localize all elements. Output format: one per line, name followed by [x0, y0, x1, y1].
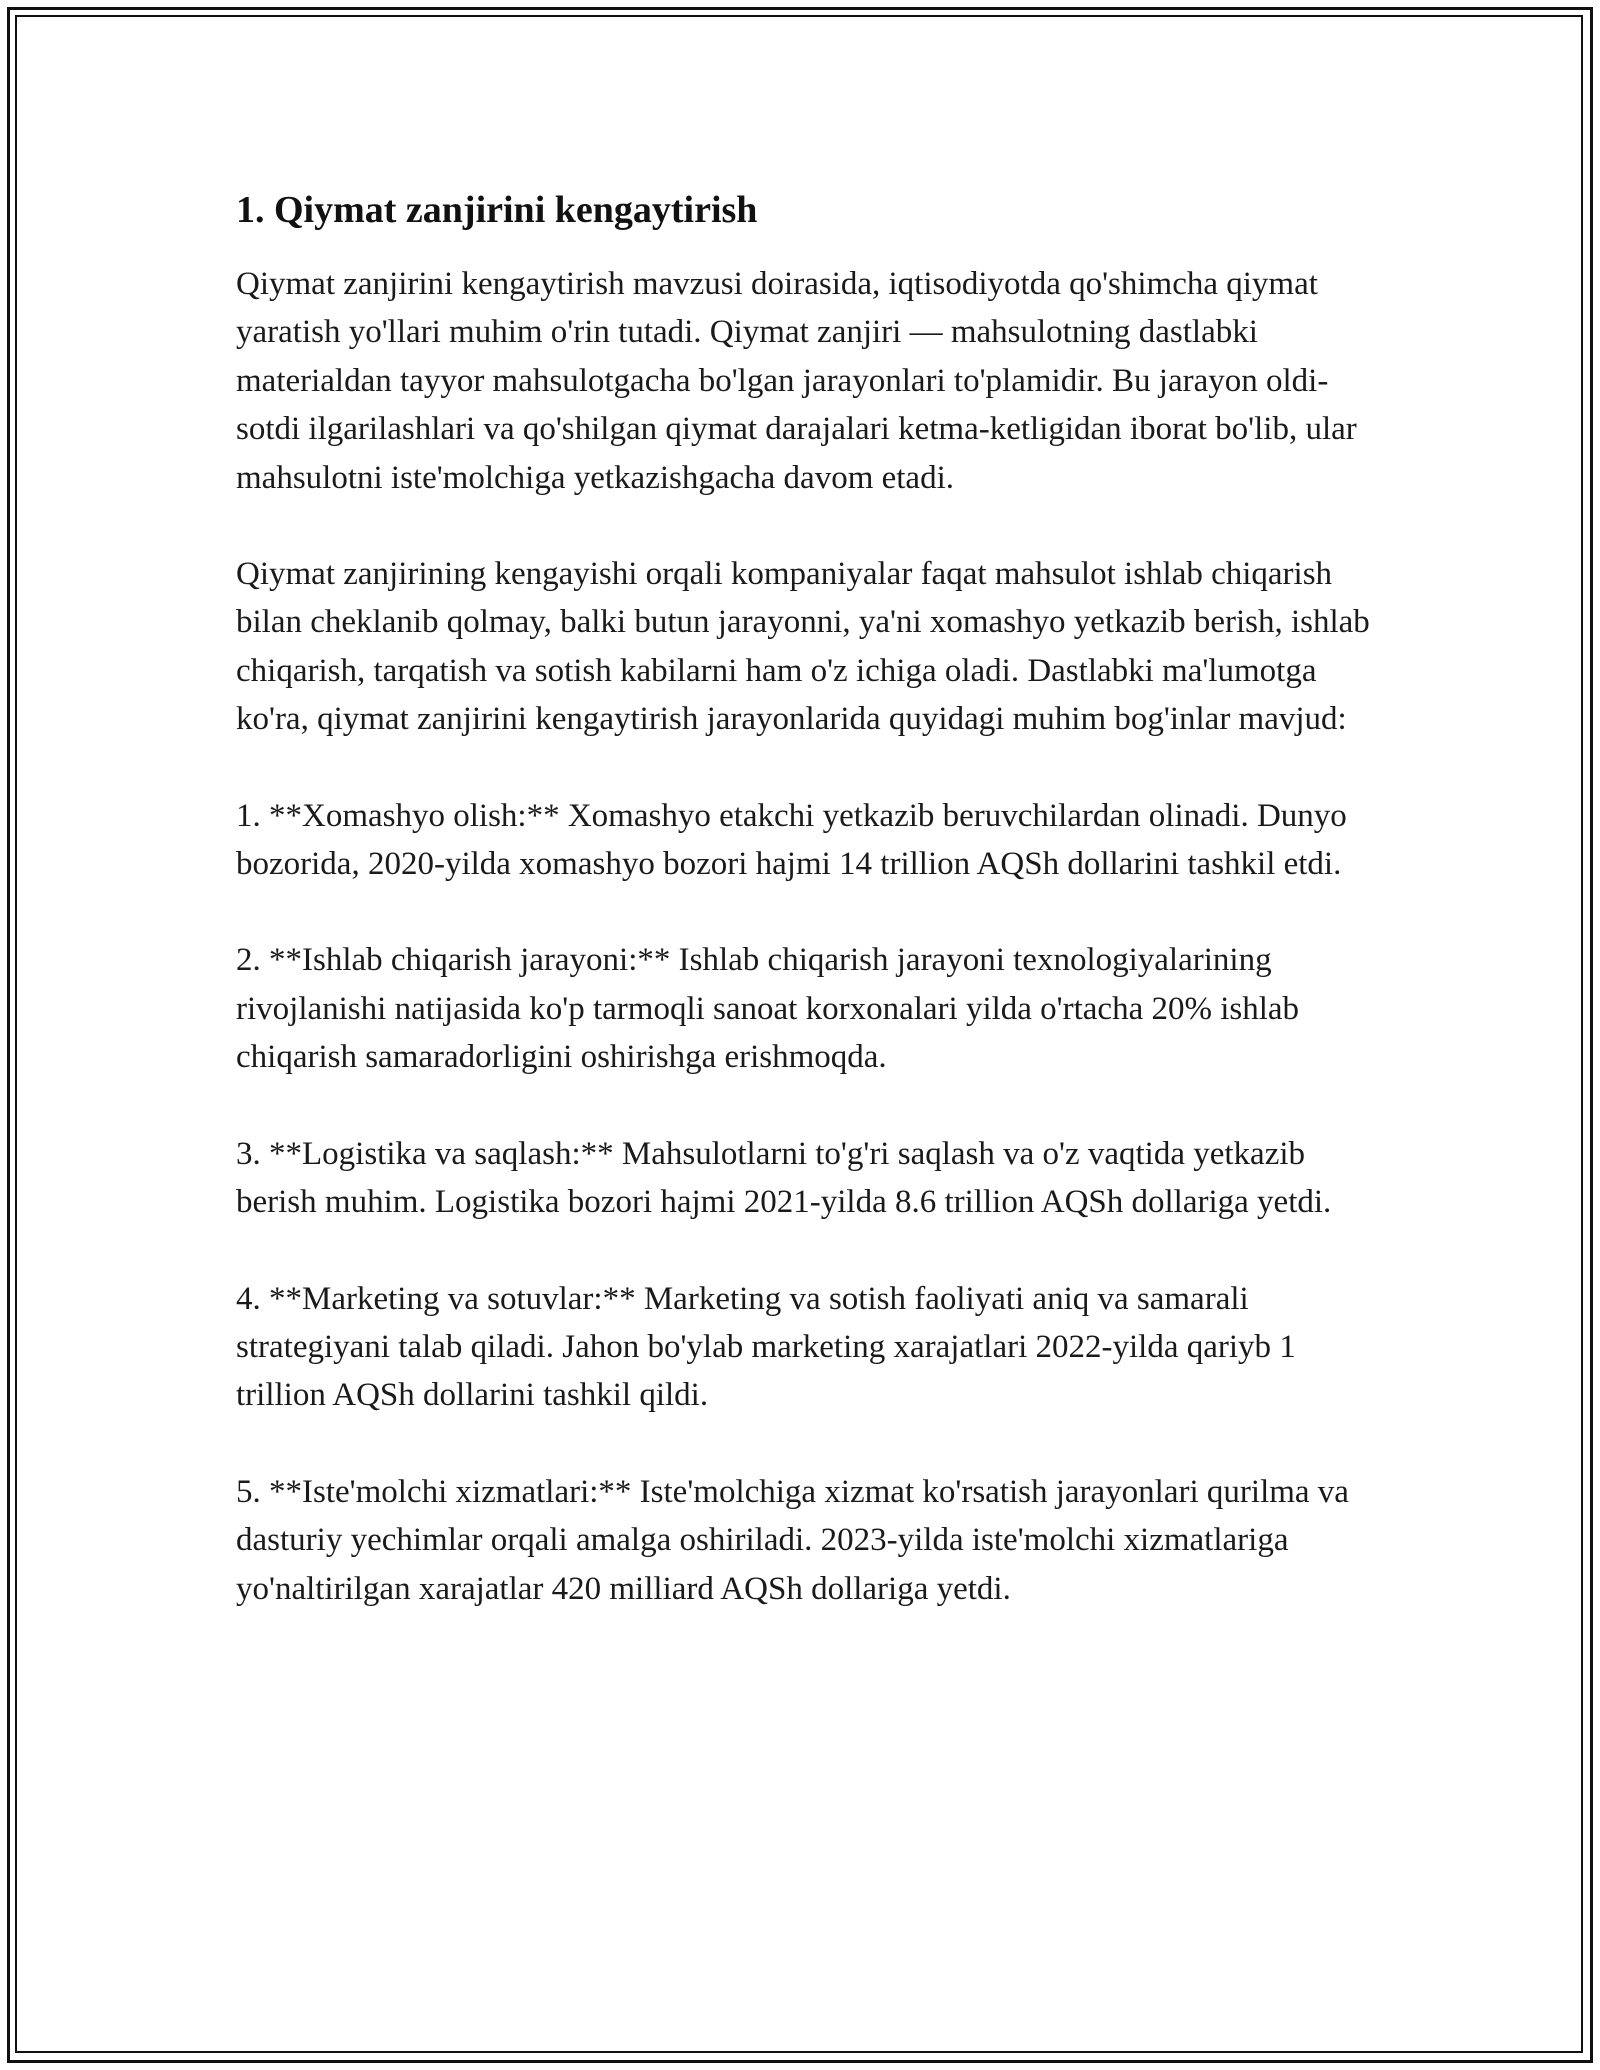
paragraph-expansion: Qiymat zanjirining kengayishi orqali kompaniyalar faqat mahsulot ishlab chiqarish bilan cheklanib qolmay, balki butun jarayonni, ya'ni xomashyo yetkazib berish, ishlab chiqarish, tarqatish va sotish kabilarni ham o'z ichiga oladi. Dastlabki ma'lumotga ko'ra, qiymat zanjirini kengaytirish jarayonlarida quyidagi muhim bog'inlar mavjud: [236, 556, 1370, 738]
paragraph-intro: Qiymat zanjirini kengaytirish mavzusi doirasida, iqtisodiyotda qo'shimcha qiymat yaratish yo'llari muhim o'rin tutadi. Qiymat zanjiri — mahsulotning dastlabki materialdan tayyor mahsulotgacha bo'lgan jarayonlari to'plamidir. Bu jarayon oldi-sotdi ilgarilashlari va qo'shilgan qiymat darajalari ketma-ketligidan iborat bo'lib, ular mahsulotni iste'molchiga yetkazishgacha davom etadi. [236, 266, 1357, 496]
list-item-marketing: 4. **Marketing va sotuvlar:** Marketing va sotish faoliyati aniq va samarali strategiyani talab qiladi. Jahon bo'ylab marketing xarajatlari 2022-yilda qariyb 1 trillion AQSh dollarini tashkil qildi. [236, 1280, 1296, 1414]
list-item-logistics: 3. **Logistika va saqlash:** Mahsulotlarni to'g'ri saqlash va o'z vaqtida yetkazib berish muhim. Logistika bozori hajmi 2021-yilda 8.6 trillion AQSh dollariga yetdi. [236, 1135, 1332, 1221]
list-item-consumer-services: 5. **Iste'molchi xizmatlari:** Iste'molchiga xizmat ko'rsatish jarayonlari qurilma va dasturiy yechimlar orqali amalga oshiriladi. 2023-yilda iste'molchi xizmatlariga yo'naltirilgan xarajatlar 420 milliard AQSh dollariga yetdi. [236, 1473, 1349, 1607]
list-item-production: 2. **Ishlab chiqarish jarayoni:** Ishlab chiqarish jarayoni texnologiyalarining rivojlanishi natijasida ko'p tarmoqli sanoat korxonalari yilda o'rtacha 20% ishlab chiqarish samaradorligini oshirishga erishmoqda. [236, 942, 1300, 1076]
section-heading: 1. Qiymat zanjirini kengaytirish [236, 189, 758, 231]
list-item-raw-materials: 1. **Xomashyo olish:** Xomashyo etakchi yetkazib beruvchilardan olinadi. Dunyo bozorida, 2020-yilda xomashyo bozori hajmi 14 trillion AQSh dollarini tashkil etdi. [236, 797, 1347, 883]
document-body [236, 186, 1376, 1661]
